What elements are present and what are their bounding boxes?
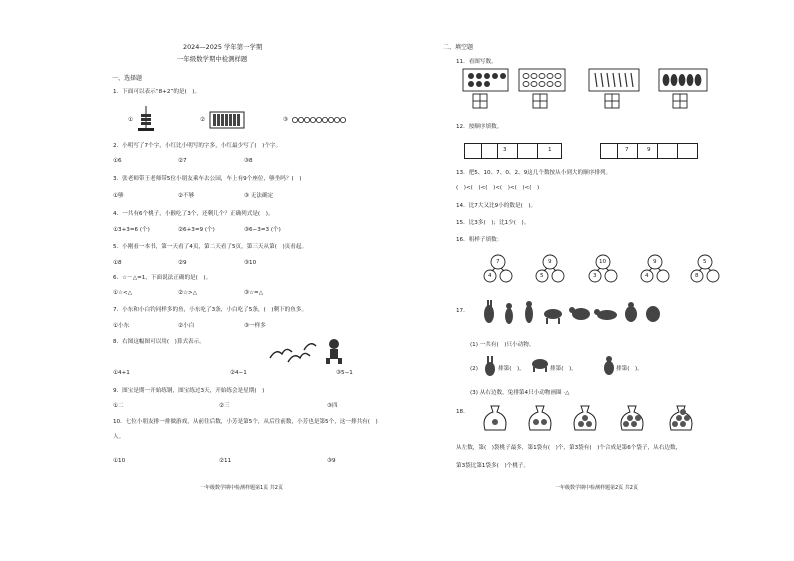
question-12: 12．按顺序填数。 bbox=[456, 124, 503, 130]
abacus-icon bbox=[210, 110, 244, 130]
page-footer-right: 一年级数学期中检测样题第2页 共2页 bbox=[555, 485, 638, 491]
q7-option-2: ②小白 bbox=[178, 323, 195, 329]
question-7: 7．小东和小白钓同样多的鱼，小东吃了3条，小白吃了5条，( )剩下的鱼多。 bbox=[113, 307, 308, 313]
q18-line-2: 第3袋比第1袋多( )个桃子。 bbox=[456, 463, 530, 469]
sequence-b-cell-2: 9 bbox=[647, 147, 651, 153]
q4-option-3: ③6−3=3 (个) bbox=[244, 227, 281, 233]
q3-option-3: ③ 无法确定 bbox=[244, 193, 274, 199]
q8-option-1: ①4+1 bbox=[113, 370, 130, 376]
question-17: 17． bbox=[456, 308, 469, 314]
question-11: 11．看图写数。 bbox=[456, 59, 497, 65]
split-3-total: 10 bbox=[599, 259, 607, 265]
split-5-total: 5 bbox=[703, 259, 707, 265]
q2-option-2: ②7 bbox=[178, 158, 187, 164]
q9-option-1: ①二 bbox=[113, 403, 124, 409]
split-4-part: 4 bbox=[645, 273, 649, 279]
q3-option-2: ②不够 bbox=[178, 193, 195, 199]
page-footer-left: 一年级数学期中检测样题第1页 共2页 bbox=[200, 485, 283, 491]
rabbit-icon bbox=[484, 356, 496, 376]
number-split-diagrams bbox=[483, 252, 723, 288]
q10-option-1: ①10 bbox=[113, 458, 126, 464]
q4-option-1: ①3+3=6 (个) bbox=[113, 227, 150, 233]
counter-rod-icon bbox=[138, 106, 154, 132]
question-10-continued: 人。 bbox=[113, 434, 125, 440]
sequence-b-cell-1: 7 bbox=[625, 147, 629, 153]
split-5-part: 8 bbox=[695, 273, 699, 279]
q7-option-1: ①小东 bbox=[113, 323, 130, 329]
sequence-a-cell-3: 1 bbox=[548, 147, 552, 153]
q3-option-1: ①够 bbox=[113, 193, 124, 199]
q1-option-3-label: ③ bbox=[283, 117, 289, 123]
q1-option-2-label: ② bbox=[200, 117, 206, 123]
q18-line-1: 从左数，第( )袋桃子最多，第1袋有( )个，第3袋有( )个合成是第6个袋子，从右边数， bbox=[456, 445, 682, 451]
peach-bags-icon bbox=[481, 402, 701, 432]
q5-option-1: ①8 bbox=[113, 260, 122, 266]
q6-option-1: ①☆<△ bbox=[113, 290, 133, 296]
q5-option-3: ③10 bbox=[244, 260, 257, 266]
question-18: 18． bbox=[456, 409, 469, 415]
q17-sub-2-label: (2) bbox=[470, 366, 478, 372]
picture-count-boxes bbox=[459, 69, 707, 113]
q9-option-2: ②三 bbox=[219, 403, 230, 409]
question-3: 3．张老师带王老师带5位小朋友乘车去公园，车上有9个座位，够坐吗？( ) bbox=[113, 176, 302, 182]
q10-option-3: ③9 bbox=[327, 458, 336, 464]
q17-sub-2-end-text: 排第( )。 bbox=[616, 366, 643, 372]
beads-row-icon bbox=[292, 116, 344, 124]
q17-sub-3: (3) 从右边数，兔排第4只小动物画圈 ·△ bbox=[470, 390, 570, 396]
cow-icon bbox=[531, 358, 549, 372]
q8-option-2: ②4−1 bbox=[230, 370, 247, 376]
q9-option-3: ③四 bbox=[327, 403, 338, 409]
exam-subtitle: 一年级数学期中检测样题 bbox=[177, 55, 248, 63]
question-9: 9．图宝是期一开始练钢，图宝练过3天，开始练会是星期( ) bbox=[113, 388, 265, 394]
question-14: 14．比7大又比9小的数是( )。 bbox=[456, 203, 537, 209]
question-4: 4．一共有6个桃子，小猴吃了3个，还剩几个？正确列式是( )。 bbox=[113, 211, 274, 217]
q2-option-1: ①6 bbox=[113, 158, 122, 164]
section-fill-heading: 二、填空题 bbox=[443, 44, 474, 51]
q17-sub-1: (1) 一共有( )只小动物。 bbox=[470, 342, 535, 348]
q1-option-1-label: ① bbox=[128, 117, 134, 123]
section-choice-heading: 一、选择题 bbox=[112, 75, 143, 82]
right-page bbox=[397, 0, 794, 561]
sequence-boxes-b bbox=[600, 143, 698, 159]
exam-title: 2024—2025 学年第一学期 bbox=[183, 43, 263, 51]
split-3-part: 3 bbox=[593, 273, 597, 279]
q7-option-3: ③一样多 bbox=[244, 323, 266, 329]
split-2-total: 9 bbox=[548, 259, 552, 265]
split-1-total: 7 bbox=[496, 259, 500, 265]
question-1: 1．下面可以表示“8+2”的是( )。 bbox=[113, 89, 201, 95]
question-16: 16．租样子填数： bbox=[456, 237, 503, 243]
q17-sub-2-rabbit-text: 排第( )， bbox=[498, 366, 525, 372]
q10-option-2: ②11 bbox=[219, 458, 232, 464]
q17-sub-2-cow-text: 排第( )， bbox=[550, 366, 577, 372]
bird-animal-icon bbox=[603, 356, 615, 376]
split-4-total: 9 bbox=[653, 259, 657, 265]
question-5: 5．小刚看一本书，第一天看了4页，第二天看了5页，第三天从第( )页看起。 bbox=[113, 244, 308, 250]
q2-option-3: ③8 bbox=[244, 158, 253, 164]
sequence-a-cell-1: 3 bbox=[503, 147, 507, 153]
question-13: 13．把5、10、7、0、2、9这几个数按从小到大的顺序排列。 bbox=[456, 170, 612, 176]
split-2-part: 5 bbox=[540, 273, 544, 279]
sequence-boxes-a bbox=[464, 143, 562, 159]
q13-answer-blanks[interactable]: ( )<( )<( )<( )<( )<( ) bbox=[456, 185, 540, 191]
question-15: 15．比3多( )；比1少( )。 bbox=[456, 220, 530, 226]
question-10: 10．七位小朋友排一排做游戏，从前往后数，小芳是第5个，从后往前数，小芳也是第5个，这一排共有( ) bbox=[113, 419, 378, 425]
question-6: 6．☆－△=1，下面说法正确的是( )。 bbox=[113, 275, 212, 281]
birds-and-child-icon bbox=[268, 336, 348, 366]
split-1-part: 4 bbox=[488, 273, 492, 279]
q5-option-2: ②9 bbox=[178, 260, 187, 266]
q6-option-3: ③☆=△ bbox=[244, 290, 264, 296]
q4-option-2: ②6+3=9 (个) bbox=[178, 227, 215, 233]
question-2: 2．小明写了7个字，小红比小明写的字多，小红最少写了( )个字。 bbox=[113, 143, 282, 149]
q8-option-3: ③5−1 bbox=[336, 370, 353, 376]
animals-row-icon bbox=[481, 300, 661, 328]
q6-option-2: ②☆>△ bbox=[178, 290, 198, 296]
question-8: 8．右图这幅图可以用( )算式表示。 bbox=[113, 339, 205, 345]
